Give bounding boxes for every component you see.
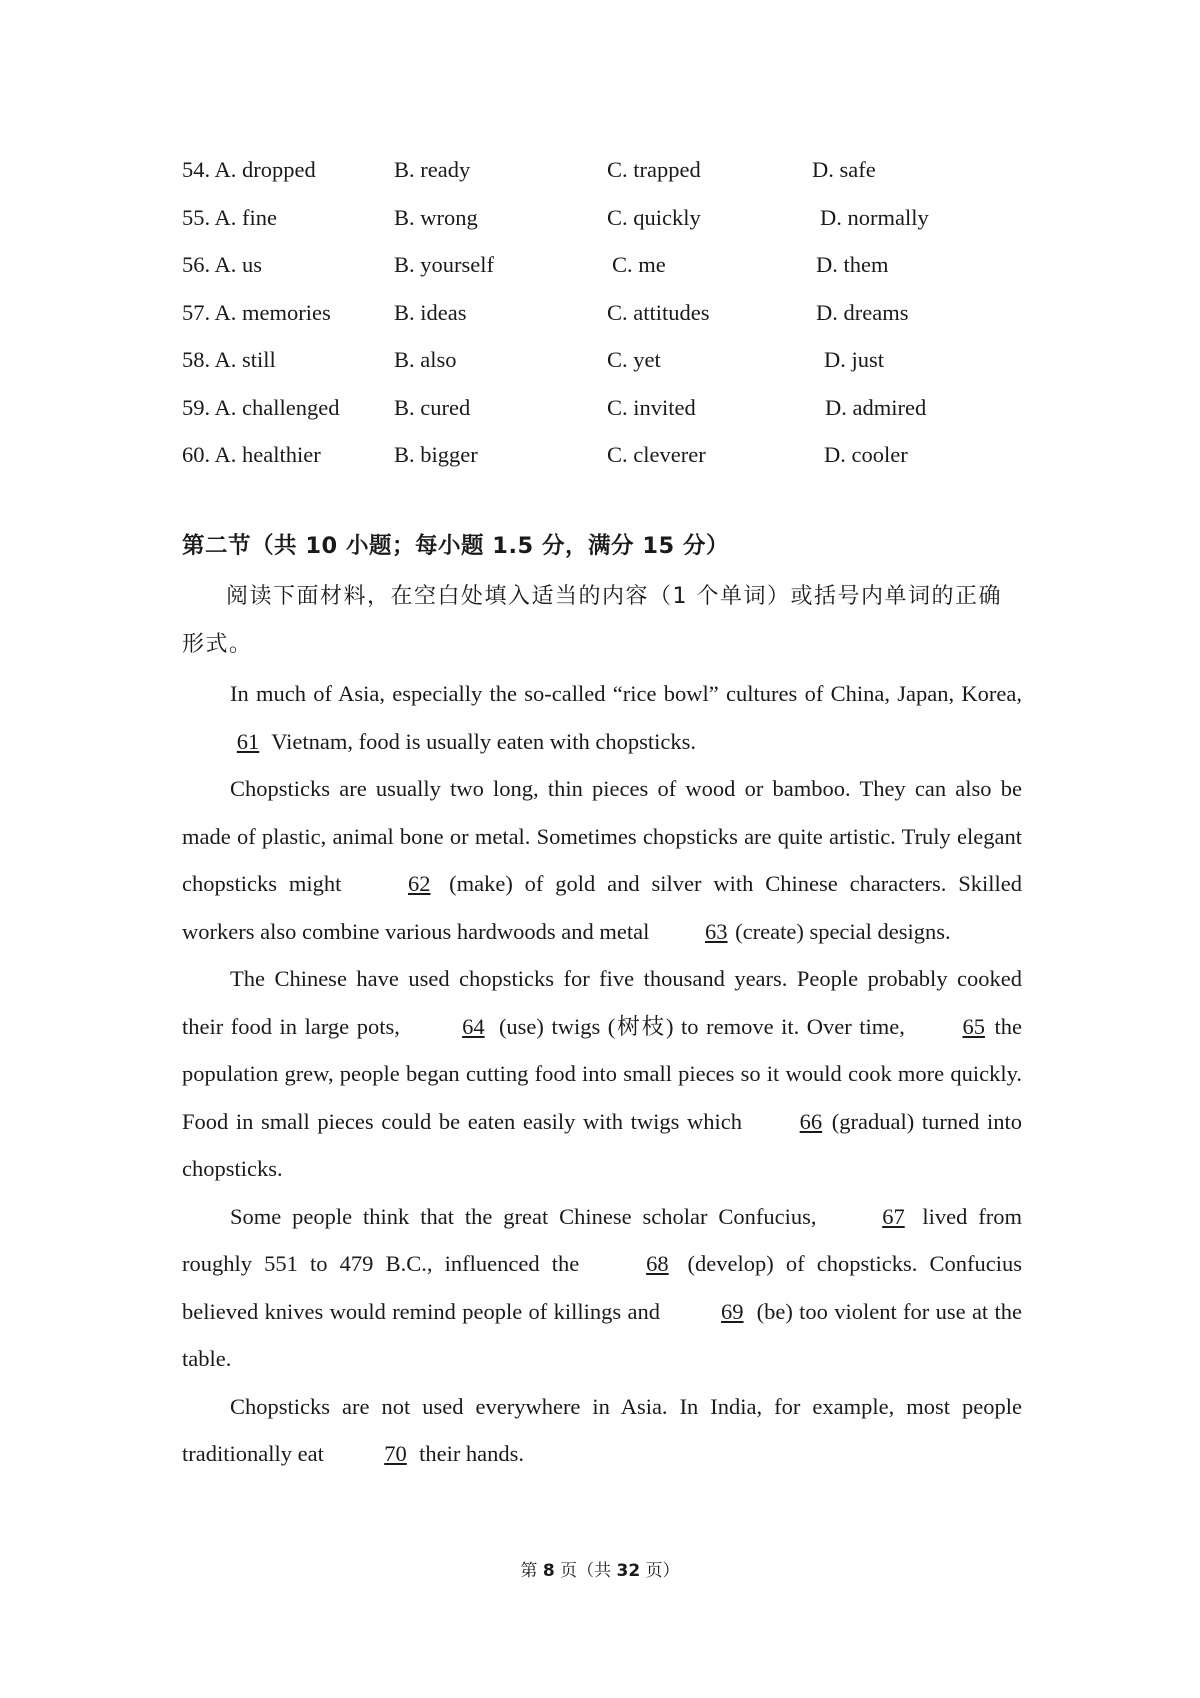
option-c: C. quickly (607, 204, 701, 230)
passage-text: (create) special designs. (735, 918, 951, 944)
choice-row-56 (182, 245, 1042, 293)
blank-67: 67 (882, 1203, 905, 1229)
passage-text: In much of Asia, especially the so-called “rice bowl” cultures of China, Japan, Korea, (230, 681, 1022, 706)
paragraph-2 (182, 765, 1022, 955)
blank-62: 62 (407, 871, 431, 896)
option-a: 59. A. challenged (182, 394, 340, 420)
passage-text: The Chinese have used chopsticks for five thousand years. People probably cooked their food in large pots, (182, 966, 1022, 1039)
passage-text: (use) twigs (树枝) to remove it. Over time, (498, 1013, 905, 1039)
paragraph-3 (182, 955, 1022, 1193)
paragraph-5 (182, 1383, 1022, 1478)
blank-70: 70 (384, 1441, 407, 1466)
section-heading: 第二节（共 10 小题；每小题 1.5 分，满分 15 分） (182, 533, 729, 559)
option-c: C. trapped (607, 157, 701, 182)
blank-61: 61 (236, 728, 260, 754)
passage-text: (be) too violent for use at the table. (182, 1298, 1022, 1371)
passage-text: Chopsticks are usually two long, thin pieces of wood or bamboo. They can also be made of plastic, animal bone or metal. Sometimes chopsticks are quite artistic. Truly elegant chopsticks might (182, 776, 1022, 896)
passage-text: their hands. (419, 1441, 525, 1466)
option-c: C. me (612, 252, 666, 277)
footer-middle: 页（共 (560, 1561, 612, 1581)
total-pages: 32 (616, 1561, 641, 1581)
option-a: 58. A. still (182, 347, 276, 372)
footer-prefix: 第 (520, 1561, 538, 1581)
option-d: D. normally (820, 204, 929, 230)
option-d: D. cooler (824, 442, 908, 467)
choice-row-58 (182, 340, 1042, 388)
option-c: C. yet (607, 347, 661, 372)
passage-text: the population grew, people began cutting food into small pieces so it would cook more quickly. Food in small pieces could be eaten easily with twigs which (182, 1013, 1022, 1134)
option-b: B. yourself (394, 252, 494, 277)
blank-69: 69 (721, 1298, 744, 1324)
page-footer (0, 1556, 1200, 1581)
blank-64: 64 (462, 1013, 485, 1039)
choice-row-59 (182, 388, 1042, 436)
passage-text: (develop) of chopsticks. Confucius believed knives would remind people of killings and (182, 1251, 1023, 1324)
footer-suffix: 页） (645, 1561, 680, 1581)
paragraph-4 (182, 1193, 1022, 1383)
option-d: D. safe (812, 157, 876, 182)
option-c: C. invited (607, 394, 696, 420)
passage-text: (make) of gold and silver with Chinese characters. Skilled workers also combine various hardwoods and metal (182, 871, 1023, 944)
passage (182, 670, 1022, 1478)
passage-text: Chopsticks are not used everywhere in Asia. In India, for example, most people traditionally eat (182, 1393, 1022, 1466)
blank-65: 65 (962, 1013, 985, 1039)
passage-text: lived from roughly 551 to 479 B.C., influenced the (182, 1203, 1023, 1276)
blank-68: 68 (646, 1251, 669, 1276)
choice-row-57 (182, 293, 1042, 341)
option-a: 54. A. dropped (182, 157, 316, 182)
blank-66: 66 (799, 1108, 823, 1134)
option-a: 56. A. us (182, 252, 263, 277)
option-b: B. ready (394, 157, 471, 182)
option-b: B. also (394, 347, 457, 372)
option-d: D. them (816, 252, 889, 277)
option-d: D. admired (825, 394, 927, 420)
option-a: 57. A. memories (182, 299, 331, 325)
option-b: B. cured (394, 394, 471, 420)
option-d: D. dreams (816, 299, 909, 325)
choice-row-54 (182, 150, 1042, 198)
option-b: B. wrong (394, 204, 478, 230)
option-a: 60. A. healthier (182, 442, 321, 467)
choice-list (182, 150, 1042, 483)
option-c: C. cleverer (607, 442, 706, 467)
page-number: 8 (542, 1561, 555, 1581)
passage-text: (gradual) turned into chopsticks. (182, 1108, 1023, 1181)
blank-63: 63 (705, 918, 728, 944)
option-c: C. attitudes (607, 299, 710, 325)
option-a: 55. A. fine (182, 204, 277, 230)
passage-text: Vietnam, food is usually eaten with chopsticks. (271, 728, 697, 754)
section-instruction: 阅读下面材料，在空白处填入适当的内容（1 个单词）或括号内单词的正确形式。 (182, 584, 1002, 657)
option-b: B. bigger (394, 442, 478, 467)
option-d: D. just (824, 347, 885, 372)
passage-text: Some people think that the great Chinese scholar Confucius, (230, 1203, 817, 1229)
choice-row-55 (182, 198, 1042, 246)
paragraph-1 (182, 670, 1022, 765)
option-b: B. ideas (394, 299, 467, 325)
choice-row-60 (182, 435, 1042, 483)
